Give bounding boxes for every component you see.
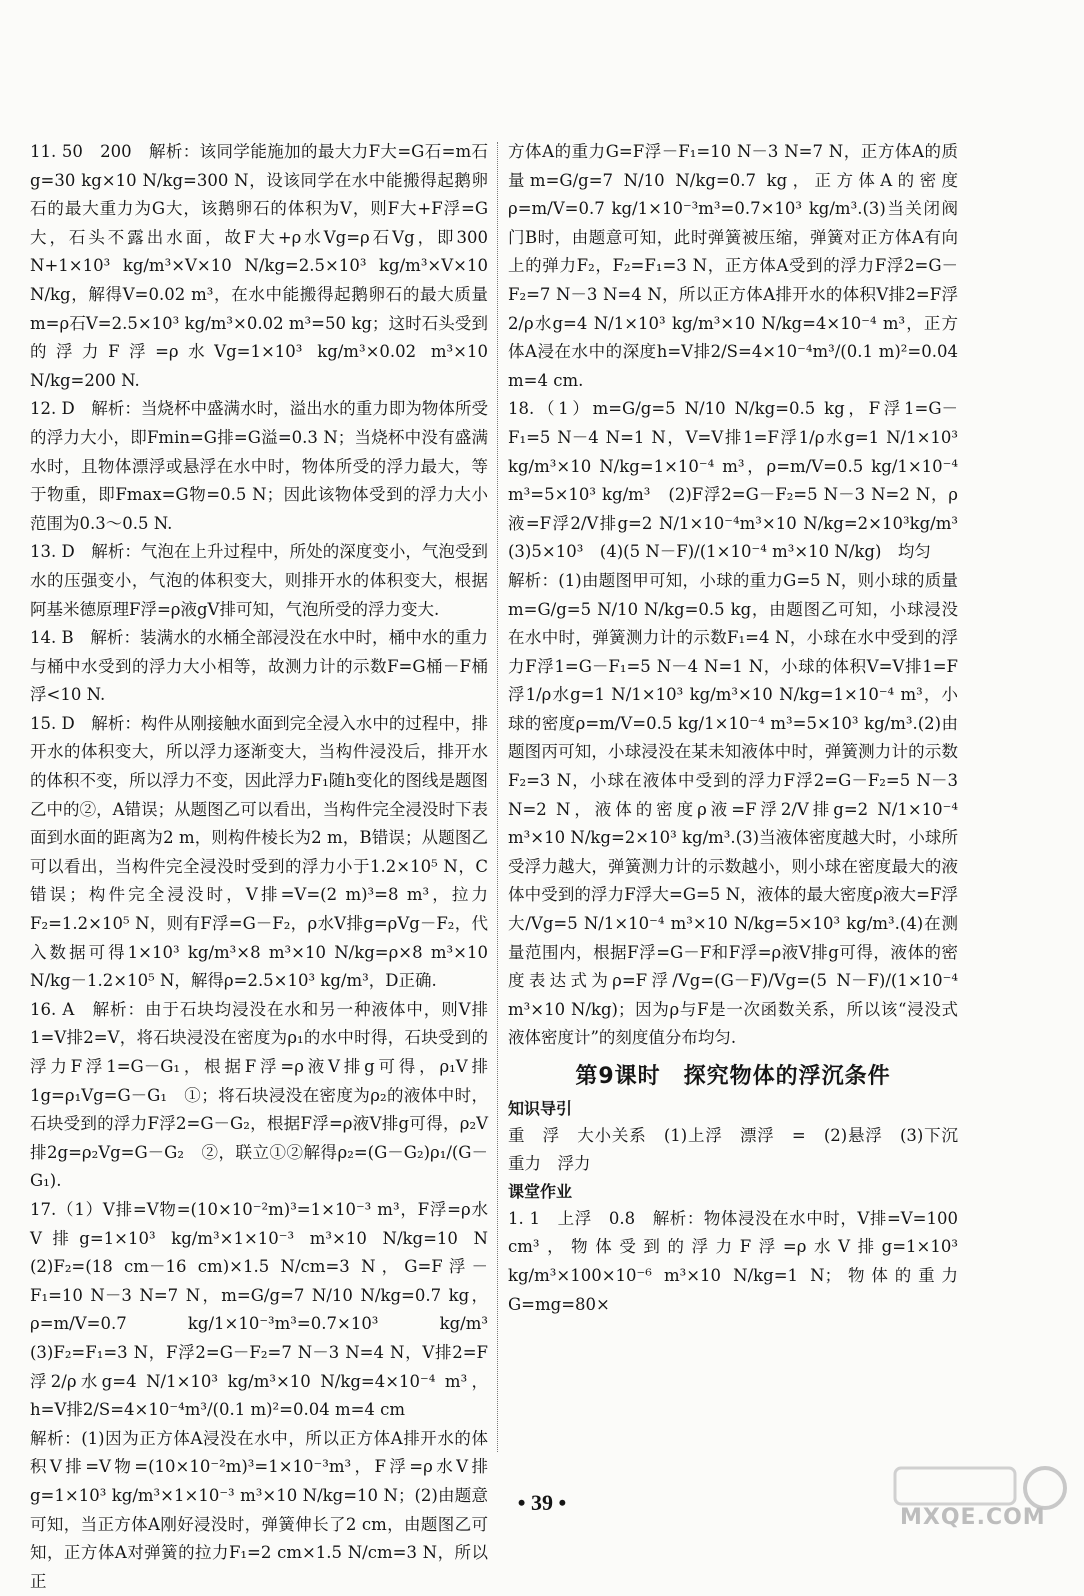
answer-13: 13. D 解析：气泡在上升过程中，所处的深度变小，气泡受到水的压强变小，气泡的体积变大，则排开水的体积变大，根据阿基米德原理F浮=ρ液gV排可知，气泡所受的浮力变大. [30, 542, 488, 619]
left-column [30, 138, 505, 1596]
answer-12: 12. D 解析：当烧杯中盛满水时，溢出水的重力即为物体所受的浮力大小，即Fmin=G排=G溢=0.3 N；当烧杯中没有盛满水时，且物体漂浮或悬浮在水中时，物体所受的浮力最大，等于物重，即Fmax=G物=0.5 N；因此该物体受到的浮力大小范围为0.3～0.5 N. [30, 399, 488, 533]
column-divider [497, 142, 498, 1452]
page-number: • 39 • [517, 1490, 567, 1515]
knowledge-text: 重 浮 大小关系 (1)上浮 漂浮 = (2)悬浮 (3)下沉 重力 浮力 [508, 1125, 975, 1174]
answer-17-analysis-continued: 方体A的重力G=F浮－F₁=10 N－3 N=7 N，正方体A的质量m=G/g=7 N/10 N/kg=0.7 kg，正方体A的密度ρ=m/V=0.7 kg/1×10⁻³m³=0.7×10³ kg/m³.(3)当关闭阀门B时，由题意可知，此时弹簧被压缩，弹簧对正方体A有向上的弹力F₂，F₂=F₁=3 N，正方体A受到的浮力F浮2=G－F₂=7 N－3 N=4 N，所以正方体A排开水的体积V排2=F浮2/ρ水g=4 N/1×10³ kg/m³×10 N/kg=4×10⁻⁴ m³，正方体A浸在水中的深度h=V排2/S=4×10⁻⁴m³/(0.1 m)²=0.04 m=4 cm. [508, 142, 958, 390]
watermark-text: MXQE.COM [900, 1505, 1046, 1530]
answer-11: 11. 50 200 解析：该同学能施加的最大力F大=G石=m石g=30 kg×10 N/kg=300 N，设该同学在水中能搬得起鹅卵石的最大重力为G大，该鹅卵石的体积为V，则F大+F浮=G大，石头不露出水面，故F大+ρ水Vg=ρ石Vg，即300 N+1×10³ kg/m³×V×10 N/kg=2.5×10³ kg/m³×V×10 N/kg，解得V=0.02 m³，在水中能搬得起鹅卵石的最大质量m=ρ石V=2.5×10³ kg/m³×0.02 m³=50 kg；这时石头受到的浮力F浮=ρ水Vg=1×10³ kg/m³×0.02 m³×10 N/kg=200 N. [30, 142, 488, 390]
classwork-text: 1. 1 上浮 0.8 解析：物体浸没在水中时，V排=V=100 cm³，物体受到的浮力F浮=ρ水V排g=1×10³ kg/m³×100×10⁻⁶ m³×10 N/kg=1 N；物体的重力G=mg=80× [508, 1208, 958, 1314]
answer-14: 14. B 解析：装满水的水桶全部浸没在水中时，桶中水的重力与桶中水受到的浮力大小相等，故测力计的示数F=G桶－F桶浮<10 N. [30, 628, 488, 705]
section-title: 第9课时 探究物体的浮沉条件 [575, 1064, 891, 1089]
answer-18-analysis: 解析：(1)由题图甲可知，小球的重力G=5 N，则小球的质量m=G/g=5 N/10 N/kg=0.5 kg，由题图乙可知，小球浸没在水中时，弹簧测力计的示数F₁=4 N，小球在水中受到的浮力F浮1=G－F₁=5 N－4 N=1 N，小球的体积V=V排1=F浮1/ρ水g=1 N/1×10³ kg/m³×10 N/kg=1×10⁻⁴ m³，小球的密度ρ=m/V=0.5 kg/1×10⁻⁴ m³=5×10³ kg/m³.(2)由题图丙可知，小球浸没在某未知液体中时，弹簧测力计的示数F₂=3 N，小球在液体中受到的浮力F浮2=G－F₂=5 N－3 N=2 N，液体的密度ρ液=F浮2/V排g=2 N/1×10⁻⁴ m³×10 N/kg=2×10³ kg/m³.(3)当液体密度越大时，小球所受浮力越大，弹簧测力计的示数越小，则小球在密度最大的液体中受到的浮力F浮大=G=5 N，液体的最大密度ρ液大=F浮大/Vg=5 N/1×10⁻⁴ m³×10 N/kg=5×10³ kg/m³.(4)在测量范围内，根据F浮=G－F和F浮=ρ液V排g可得，液体的密度表达式为ρ=F浮/Vg=(G－F)/Vg=(5 N－F)/(1×10⁻⁴ m³×10 N/kg)；因为ρ与F是一次函数关系，所以该“浸没式液体密度计”的刻度值分布均匀. [508, 570, 958, 1048]
answer-15: 15. D 解析：构件从刚接触水面到完全浸入水中的过程中，排开水的体积变大，所以浮力逐渐变大，当构件浸没后，排开水的体积不变，所以浮力不变，因此浮力F₁随h变化的图线是题图乙中的②，A错误；从题图乙可以看出，当构件完全浸没时下表面到水面的距离为2 m，则构件棱长为2 m，B错误；从题图乙可以看出，当构件完全浸没时受到的浮力小于1.2×10⁵ N，C错误；构件完全浸没时，V排=V=(2 m)³=8 m³，拉力F₂=1.2×10⁵ N，则有F浮=G－F₂，ρ水V排g=ρVg－F₂，代入数据可得1×10³ kg/m³×8 m³×10 N/kg=ρ×8 m³×10 N/kg－1.2×10⁵ N，解得ρ=2.5×10³ kg/m³，D正确. [30, 713, 488, 991]
knowledge-heading: 知识导引 [508, 1098, 573, 1118]
answer-18: 18.（1）m=G/g=5 N/10 N/kg=0.5 kg，F浮1=G－F₁=5 N－4 N=1 N，V=V排1=F浮1/ρ水g=1 N/1×10³ kg/m³×10 N/kg=1×10⁻⁴ m³，ρ=m/V=0.5 kg/1×10⁻⁴ m³=5×10³ kg/m³ (2)F浮2=G－F₂=5 N－3 N=2 N，ρ液=F浮2/V排g=2 N/1×10⁻⁴m³×10 N/kg=2×10³kg/m³ (3)5×10³ (4)(5 N－F)/(1×10⁻⁴ m³×10 N/kg) 均匀 [508, 399, 975, 562]
answer-16: 16. A 解析：由于石块均浸没在水和另一种液体中，则V排1=V排2=V，将石块浸没在密度为ρ₁的水中时得，石块受到的浮力F浮1=G－G₁，根据F浮=ρ液V排g可得，ρ₁V排1g=ρ₁Vg=G－G₁ ①；将石块浸没在密度为ρ₂的液体中时，石块受到的浮力F浮2=G－G₂，根据F浮=ρ液V排g可得，ρ₂V排2g=ρ₂Vg=G－G₂ ②，联立①②解得ρ₂=(G－G₂)ρ₁/(G－G₁). [30, 999, 488, 1191]
answer-17-analysis: 解析：(1)因为正方体A浸没在水中，所以正方体A排开水的体积V排=V物=(10×10⁻²m)³=1×10⁻³m³，F浮=ρ水V排g=1×10³ kg/m³×1×10⁻³ m³×10 N/kg=10 N；(2)由题意可知，当正方体A刚好浸没时，弹簧伸长了2 cm，由题图乙可知，正方体A对弹簧的拉力F₁=2 cm×1.5 N/cm=3 N，所以正 [30, 1428, 488, 1591]
right-column [508, 138, 975, 1319]
answer-17: 17.（1）V排=V物=(10×10⁻²m)³=1×10⁻³ m³，F浮=ρ水V排g=1×10³ kg/m³×1×10⁻³ m³×10 N/kg=10 N (2)F₂=(18 cm－16 cm)×1.5 N/cm=3 N，G=F浮－F₁=10 N－3 N=7 N，m=G/g=7 N/10 N/kg=0.7 kg，ρ=m/V=0.7 kg/1×10⁻³m³=0.7×10³ kg/m³ (3)F₂=F₁=3 N，F浮2=G－F₂=7 N－3 N=4 N，V排2=F浮2/ρ水g=4 N/1×10³ kg/m³×10 N/kg=4×10⁻⁴ m³，h=V排2/S=4×10⁻⁴m³/(0.1 m)²=0.04 m=4 cm [30, 1199, 505, 1420]
classwork-heading: 课堂作业 [508, 1181, 573, 1201]
